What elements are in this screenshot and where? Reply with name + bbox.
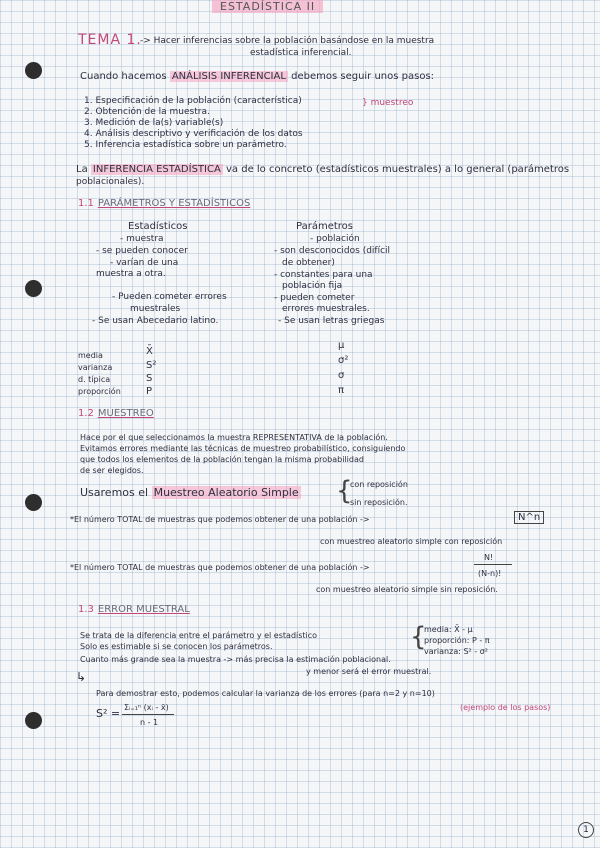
- total-2-numerator: N!: [484, 553, 494, 562]
- estadisticos-item: - Pueden cometer errores: [112, 292, 227, 302]
- greek-symbol: σ: [338, 370, 345, 381]
- arrow-icon: ↳: [76, 670, 87, 684]
- estadisticos-header: Estadísticos: [128, 221, 188, 232]
- tema-line-1: -> Hacer inferencias sobre la población basándose en la muestra: [140, 36, 435, 46]
- latin-symbol: S: [146, 373, 153, 384]
- tema-line-2: estadística inferencial.: [250, 48, 352, 58]
- tema-label: TEMA 1.: [78, 32, 142, 48]
- parametros-header: Parámetros: [296, 221, 353, 232]
- error-line-3: Cuanto más grande sea la muestra -> más precisa la estimación poblacional.: [80, 655, 391, 664]
- total-2-denominator: (N-n)!: [478, 569, 502, 578]
- section-title: MUESTREO: [97, 408, 154, 419]
- symbol-label: media: [78, 351, 103, 360]
- intro-suffix: debemos seguir unos pasos:: [291, 71, 435, 82]
- section-1-3-heading: [78, 604, 190, 615]
- step-3: 3. Medición de la(s) variable(s): [84, 118, 224, 128]
- con-reposicion: con reposición: [350, 480, 408, 489]
- inferencia-line-1: [76, 164, 569, 175]
- parametros-item: - Se usan letras griegas: [278, 316, 385, 326]
- estadisticos-item: - varían de una: [110, 258, 179, 268]
- formula-lhs: S² =: [96, 707, 121, 720]
- estadisticos-item: muestrales: [130, 304, 181, 314]
- intro-line: [80, 71, 434, 82]
- formula-fraction-bar: [122, 714, 174, 715]
- latin-symbol: P: [146, 386, 153, 397]
- demo-note: (ejemplo de los pasos): [460, 703, 551, 712]
- error-line-4: y menor será el error muestral.: [306, 667, 432, 676]
- inferencia-line-2: poblacionales).: [76, 177, 145, 187]
- intro-prefix: Cuando hacemos: [80, 71, 167, 82]
- parametros-item: errores muestrales.: [282, 304, 370, 314]
- fraction-bar: [474, 564, 512, 565]
- inferencia-text: va de lo concreto (estadísticos muestrales) a lo general (parámetros: [226, 164, 570, 175]
- error-media: media: X̄ - μ: [424, 625, 473, 634]
- section-title: PARÁMETROS Y ESTADÍSTICOS: [97, 198, 251, 209]
- muestreo-line: que todos los elementos de la población tengan la misma probabilidad: [80, 455, 364, 464]
- parametros-item: - constantes para una: [274, 270, 373, 280]
- total-2-text: *El número TOTAL de muestras que podemos obtener de una población ->: [70, 563, 370, 572]
- muestreo-line: de ser elegidos.: [80, 466, 144, 475]
- section-1-1-heading: [78, 198, 250, 209]
- greek-symbol: σ²: [338, 355, 349, 366]
- brace: {: [410, 622, 427, 652]
- latin-symbol: X̄: [146, 346, 153, 357]
- estadisticos-item: - se pueden conocer: [96, 246, 188, 256]
- total-1-formula: N^n: [514, 511, 544, 524]
- step-2: 2. Obtención de la muestra.: [84, 107, 210, 117]
- usamos-highlight: Muestreo Aleatorio Simple: [153, 486, 299, 499]
- binder-hole: [25, 280, 42, 297]
- usamos-line: [80, 487, 301, 498]
- parametros-item: población fija: [282, 281, 343, 291]
- binder-hole: [25, 62, 42, 79]
- muestreo-line: Hace por el que seleccionamos la muestra REPRESENTATIVA de la población.: [80, 433, 388, 442]
- binder-hole: [25, 494, 42, 511]
- brace: {: [336, 476, 353, 506]
- symbol-label: varianza: [78, 363, 113, 372]
- section-1-2-heading: [78, 408, 154, 419]
- parametros-item: - población: [310, 234, 360, 244]
- estadisticos-item: - Se usan Abecedario latino.: [92, 316, 219, 326]
- symbol-label: d. típica: [78, 375, 111, 384]
- greek-symbol: μ: [338, 340, 345, 351]
- error-line-2: Solo es estimable si se conocen los parámetros.: [80, 642, 273, 651]
- inferencia-prefix: La: [76, 164, 88, 175]
- demo-line: Para demostrar esto, podemos calcular la varianza de los errores (para n=2 y n=10): [96, 689, 435, 698]
- page-title: ESTADÍSTICA II: [212, 0, 323, 13]
- sin-reposicion: sin reposición.: [350, 498, 408, 507]
- step-1: 1. Especificación de la población (característica): [84, 96, 302, 106]
- error-varianza: varianza: S² - σ²: [424, 647, 488, 656]
- section-number: 1.1: [78, 198, 94, 209]
- step-5: 5. Inferencia estadística sobre un parámetro.: [84, 140, 287, 150]
- parametros-item: de obtener): [282, 258, 335, 268]
- step-4: 4. Análisis descriptivo y verificación de los datos: [84, 129, 303, 139]
- estadisticos-item: - muestra: [120, 234, 164, 244]
- section-number: 1.3: [78, 604, 94, 615]
- symbol-label: proporción: [78, 387, 121, 396]
- section-title: ERROR MUESTRAL: [97, 604, 190, 615]
- parametros-item: - pueden cometer: [274, 293, 355, 303]
- estadisticos-item: muestra a otra.: [96, 269, 166, 279]
- formula-numerator: Σᵢ₌₁ⁿ (xᵢ - x̄): [124, 703, 169, 712]
- muestreo-note: } muestreo: [362, 98, 414, 108]
- binder-hole: [25, 712, 42, 729]
- latin-symbol: S²: [146, 360, 157, 371]
- total-1-text: *El número TOTAL de muestras que podemos obtener de una población ->: [70, 515, 370, 524]
- total-2-note: con muestreo aleatorio simple sin reposición.: [316, 585, 498, 594]
- section-number: 1.2: [78, 408, 94, 419]
- usamos-prefix: Usaremos el: [80, 486, 149, 499]
- error-line-1: Se trata de la diferencia entre el parámetro y el estadístico: [80, 631, 318, 640]
- inferencia-highlight: INFERENCIA ESTADÍSTICA: [92, 164, 221, 175]
- greek-symbol: π: [338, 385, 345, 396]
- parametros-item: - son desconocidos (difícil: [274, 246, 391, 256]
- muestreo-line: Evitamos errores mediante las técnicas de muestreo probabilístico, consiguiendo: [80, 444, 406, 453]
- total-1-note: con muestreo aleatorio simple con reposición: [320, 537, 503, 546]
- intro-highlight: ANÁLISIS INFERENCIAL: [171, 71, 286, 82]
- error-proporcion: proporción: P - π: [424, 636, 490, 645]
- page-number: 1: [578, 822, 594, 838]
- formula-denominator: n - 1: [140, 718, 159, 727]
